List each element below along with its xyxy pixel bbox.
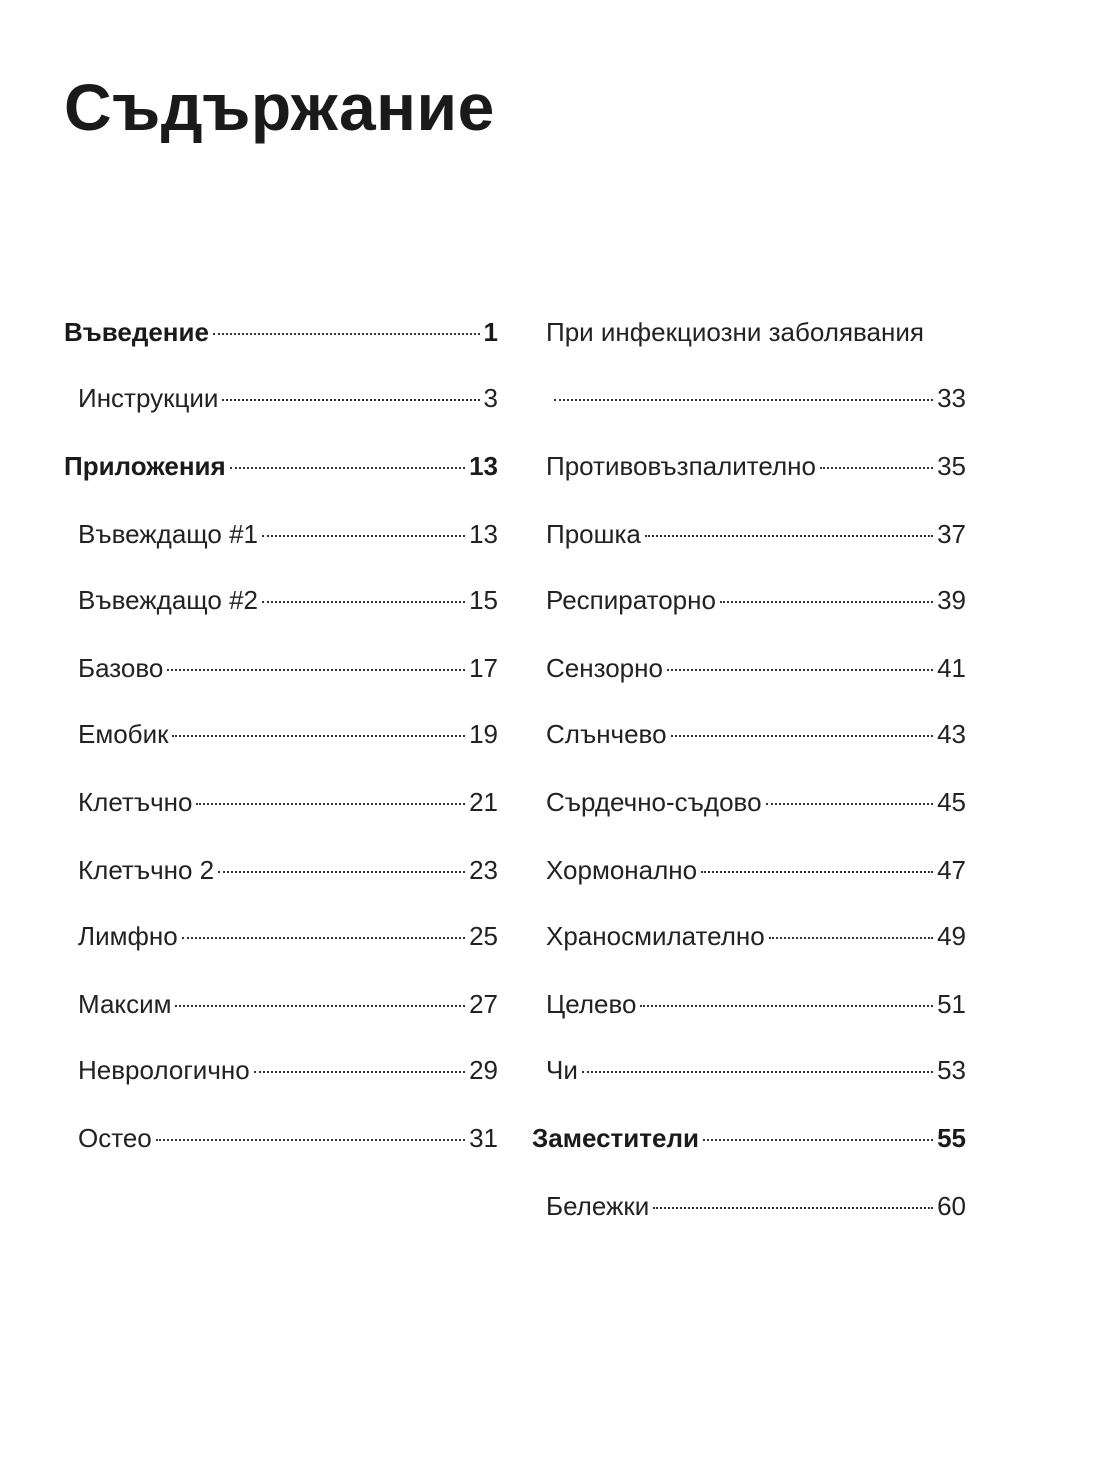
toc-entry-label: Заместители [532, 1123, 699, 1153]
toc-entry[interactable] [64, 315, 498, 349]
toc-entry[interactable] [78, 853, 498, 887]
toc-entry[interactable] [78, 651, 498, 685]
toc-entry[interactable] [532, 1121, 966, 1155]
toc-entry-label: Бележки [546, 1191, 650, 1221]
toc-entry-page: 53 [937, 1055, 966, 1085]
toc-entry[interactable] [546, 919, 966, 953]
toc-entry-page: 27 [469, 989, 498, 1019]
toc-entry-label: Лимфно [78, 921, 178, 951]
toc-entry-page: 1 [483, 317, 498, 347]
page-title: Съдържание [64, 70, 495, 144]
toc-entry[interactable] [78, 1121, 498, 1155]
toc-entry-page: 21 [469, 787, 498, 817]
toc-entry[interactable] [546, 785, 966, 819]
toc-entry-page: 45 [937, 787, 966, 817]
toc-entry-page: 60 [937, 1191, 966, 1221]
toc-leader-dots [653, 1207, 933, 1209]
toc-entry-page: 13 [469, 519, 498, 549]
toc-leader-dots [667, 669, 933, 671]
toc-leader-dots [262, 535, 465, 537]
toc-entry-label: Остео [78, 1123, 152, 1153]
toc-entry-label: Респираторно [546, 585, 716, 615]
toc-leader-dots [230, 467, 465, 469]
toc-entry-page: 15 [469, 585, 498, 615]
toc-entry-page: 19 [469, 719, 498, 749]
toc-leader-dots [640, 1005, 933, 1007]
toc-entry-label: Въвеждащо #1 [78, 519, 259, 549]
toc-entry-label: Прошка [546, 519, 641, 549]
toc-entry-page: 29 [469, 1055, 498, 1085]
toc-leader-dots [218, 871, 465, 873]
toc-entry-label: Клетъчно [78, 787, 193, 817]
toc-entry-page: 55 [937, 1123, 966, 1153]
toc-leader-dots [703, 1139, 933, 1141]
toc-leader-dots [172, 735, 465, 737]
toc-entry[interactable] [546, 517, 966, 551]
toc-entry-page: 51 [937, 989, 966, 1019]
toc-entry-label: Сензорно [546, 653, 663, 683]
toc-leader-dots [156, 1139, 465, 1141]
toc-entry-label: Слънчево [546, 719, 667, 749]
toc-entry-page: 43 [937, 719, 966, 749]
toc-leader-dots [167, 669, 465, 671]
toc-entry-label: Противовъзпалително [546, 451, 817, 481]
toc-entry-label: Храносмилателно [546, 921, 765, 951]
toc-entry-label: Емобик [78, 719, 169, 749]
toc-entry-label: Целево [546, 989, 637, 1019]
toc-leader-dots [671, 735, 934, 737]
toc-entry[interactable] [78, 583, 498, 617]
toc-entry-page: 35 [937, 451, 966, 481]
toc-entry-label: Неврологично [78, 1055, 250, 1085]
toc-entry-page: 39 [937, 585, 966, 615]
toc-entry-page: 31 [469, 1123, 498, 1153]
toc-leader-dots [213, 333, 480, 335]
toc-entry-label: Базово [78, 653, 164, 683]
toc-leader-dots [766, 803, 934, 805]
toc-entry[interactable] [546, 583, 966, 617]
toc-entry-label: Сърдечно-съдово [546, 787, 762, 817]
toc-entry-page: 17 [469, 653, 498, 683]
toc-entry-page: 23 [469, 855, 498, 885]
toc-entry[interactable] [546, 449, 966, 483]
toc-leader-dots [645, 535, 933, 537]
toc-entry-label: Чи [546, 1055, 578, 1085]
toc-entry[interactable] [78, 987, 498, 1021]
toc-entry-label: Хормонално [546, 855, 698, 885]
toc-entry-page: 33 [937, 383, 966, 413]
toc-entry-label: Въведение [64, 317, 209, 347]
toc-entry-page: 49 [937, 921, 966, 951]
toc-leader-dots [196, 803, 465, 805]
toc-leader-dots [175, 1005, 465, 1007]
toc-entry-page: 25 [469, 921, 498, 951]
toc-entry-page: 13 [469, 451, 498, 481]
toc-leader-dots [222, 399, 479, 401]
toc-leader-dots [254, 1071, 465, 1073]
toc-entry[interactable] [546, 853, 966, 887]
toc-entry[interactable] [78, 381, 498, 415]
toc-leader-dots [182, 937, 465, 939]
toc-entry-label: Клетъчно 2 [78, 855, 215, 885]
toc-entry[interactable] [546, 717, 966, 751]
toc-entry[interactable] [550, 381, 966, 415]
toc-entry[interactable] [546, 987, 966, 1021]
toc-entry-page: 3 [483, 383, 498, 413]
toc-entry[interactable] [546, 1189, 966, 1223]
toc-entry[interactable] [546, 651, 966, 685]
toc-entry-page: 37 [937, 519, 966, 549]
toc-leader-dots [701, 871, 933, 873]
toc-leader-dots [769, 937, 933, 939]
toc-entry[interactable] [78, 1053, 498, 1087]
toc-leader-dots [554, 399, 933, 401]
toc-entry-page: 41 [937, 653, 966, 683]
toc-leader-dots [820, 467, 933, 469]
toc-entry-label: Максим [78, 989, 172, 1019]
toc-entry-label: Приложения [64, 451, 226, 481]
toc-entry[interactable] [546, 315, 966, 349]
toc-entry-page: 47 [937, 855, 966, 885]
toc-entry-label: Въвеждащо #2 [78, 585, 259, 615]
toc-entry[interactable] [546, 1053, 966, 1087]
toc-entry-label: Инструкции [78, 383, 219, 413]
toc-leader-dots [262, 601, 465, 603]
toc-entry[interactable] [78, 919, 498, 953]
toc-entry[interactable] [78, 517, 498, 551]
toc-entry[interactable] [78, 785, 498, 819]
toc-leader-dots [720, 601, 933, 603]
toc-entry[interactable] [78, 717, 498, 751]
toc-entry[interactable] [64, 449, 498, 483]
toc-entry-label: При инфекциозни заболявания [546, 317, 924, 347]
toc-leader-dots [582, 1071, 933, 1073]
